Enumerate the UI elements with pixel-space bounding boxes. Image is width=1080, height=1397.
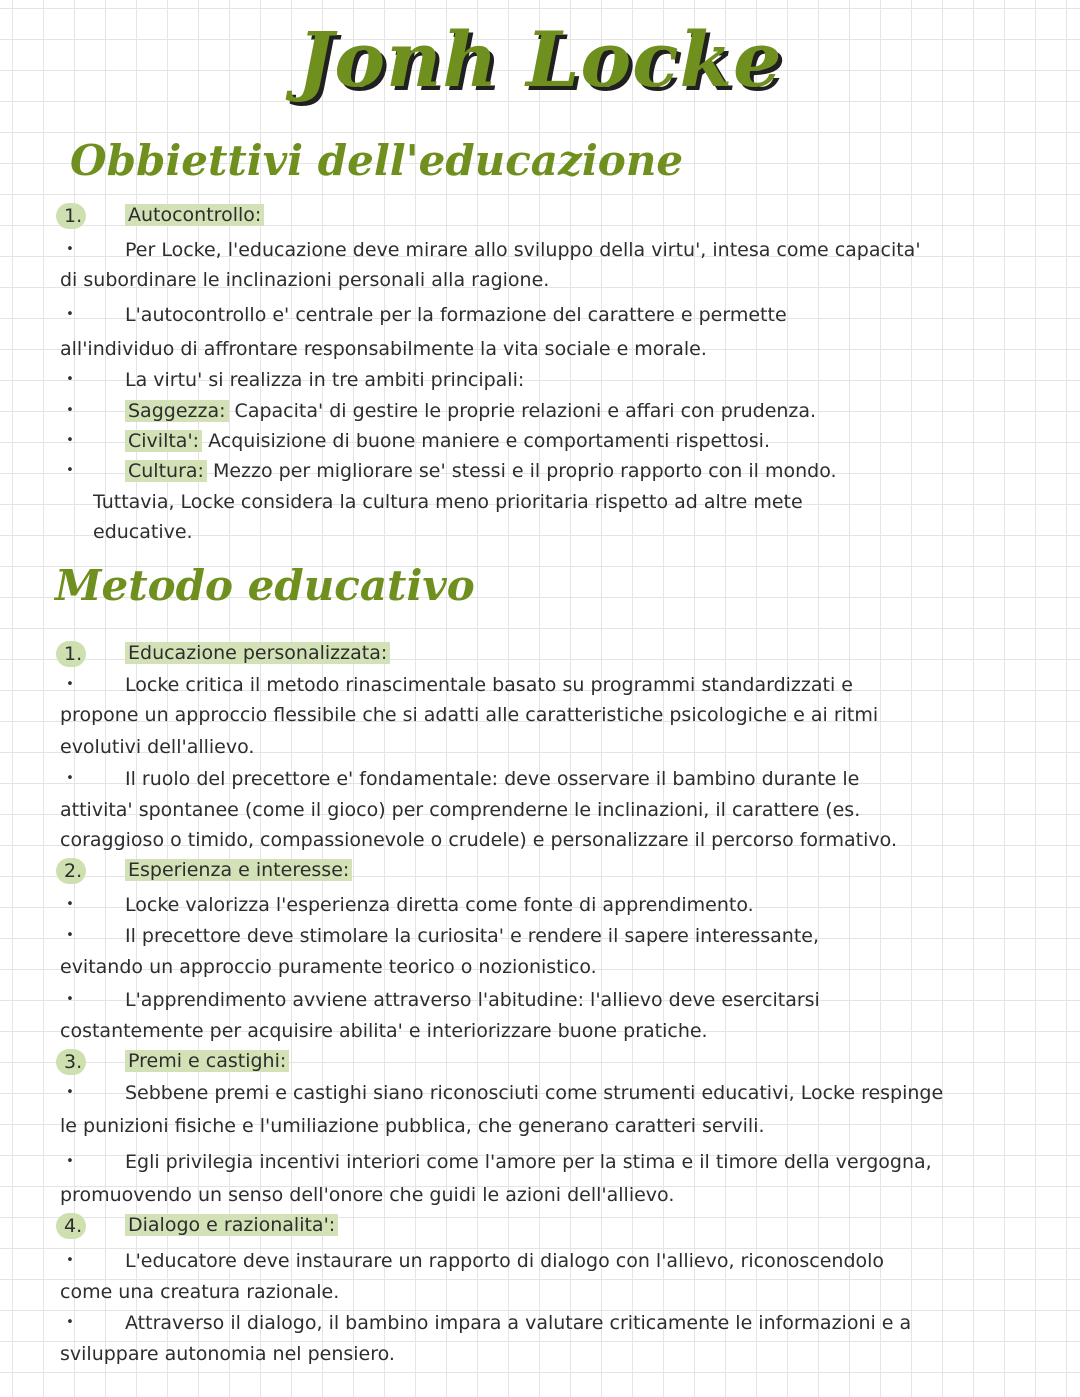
bullet-text: evolutivi dell'allievo.	[60, 736, 255, 758]
bullet-text: Per Locke, l'educazione deve mirare allo sviluppo della virtu', intesa come capacita'	[125, 239, 921, 261]
page-title: Jonh Locke	[297, 15, 783, 104]
bullet-text: Sebbene premi e castighi siano riconosciuti come strumenti educativi, Locke respinge	[125, 1082, 944, 1104]
bullet-icon: •	[66, 992, 74, 1007]
point-number: 1.	[56, 641, 86, 667]
point-number: 3.	[56, 1049, 86, 1075]
bullet-text: Locke critica il metodo rinascimentale basato su programmi standardizzati e	[125, 674, 853, 696]
bullet-text: educative.	[93, 521, 193, 543]
term-cultura: Cultura:	[125, 460, 207, 482]
bullet-icon: •	[66, 897, 74, 912]
bullet-text: Cultura: Mezzo per migliorare se' stessi e il proprio rapporto con il mondo.	[125, 456, 1020, 486]
bullet-icon: •	[66, 433, 74, 448]
bullet-text: L'educatore deve instaurare un rapporto di dialogo con l'allievo, riconoscendolo	[125, 1250, 885, 1272]
bullet-text: L'autocontrollo e' centrale per la formazione del carattere e permette	[125, 304, 787, 326]
bullet-text: Locke valorizza l'esperienza diretta come fonte di apprendimento.	[125, 894, 754, 916]
term-saggezza: Saggezza:	[125, 400, 229, 422]
bullet-text: di subordinare le inclinazioni personali alla ragione.	[60, 269, 550, 291]
point-label: Dialogo e razionalita':	[125, 1210, 1020, 1240]
bullet-text: sviluppare autonomia nel pensiero.	[60, 1343, 395, 1365]
bullet-text: coraggioso o timido, compassionevole o crudele) e personalizzare il percorso formativo.	[60, 829, 897, 851]
point-label: Educazione personalizzata:	[125, 638, 1020, 668]
bullet-text: La virtu' si realizza in tre ambiti principali:	[125, 369, 525, 391]
point-label: Esperienza e interesse:	[125, 855, 1020, 885]
bullet-icon: •	[66, 1253, 74, 1268]
bullet-icon: •	[66, 928, 74, 943]
term-civilta: Civilta':	[125, 430, 202, 452]
bullet-text: Il ruolo del precettore e' fondamentale: deve osservare il bambino durante le	[125, 768, 860, 790]
bullet-text: propone un approccio flessibile che si adatti alle caratteristiche psicologiche e ai ritmi	[60, 704, 879, 726]
bullet-text: Saggezza: Capacita' di gestire le proprie relazioni e affari con prudenza.	[125, 396, 1020, 426]
bullet-text: Attraverso il dialogo, il bambino impara a valutare criticamente le informazioni e a	[125, 1312, 912, 1334]
section-heading-obiettivi: Obbiettivi dell'educazione	[70, 136, 684, 185]
bullet-text: come una creatura razionale.	[60, 1281, 340, 1303]
bullet-icon: •	[66, 403, 74, 418]
bullet-text: L'apprendimento avviene attraverso l'abitudine: l'allievo deve esercitarsi	[125, 989, 820, 1011]
section-heading-metodo: Metodo educativo	[55, 561, 475, 610]
point-label: Premi e castighi:	[125, 1046, 1020, 1076]
bullet-icon: •	[66, 1085, 74, 1100]
bullet-text: Il precettore deve stimolare la curiosita' e rendere il sapere interessante,	[125, 925, 820, 947]
bullet-text: Civilta': Acquisizione di buone maniere e comportamenti rispettosi.	[125, 426, 1020, 456]
bullet-text: le punizioni fisiche e l'umiliazione pubblica, che generano caratteri servili.	[60, 1115, 765, 1137]
bullet-icon: •	[66, 463, 74, 478]
bullet-icon: •	[66, 1154, 74, 1169]
bullet-text: costantemente per acquisire abilita' e interiorizzare buone pratiche.	[60, 1020, 708, 1042]
bullet-icon: •	[66, 372, 74, 387]
point-number: 4.	[56, 1213, 86, 1239]
bullet-icon: •	[66, 1315, 74, 1330]
bullet-icon: •	[66, 771, 74, 786]
bullet-icon: •	[66, 242, 74, 257]
bullet-text: Egli privilegia incentivi interiori come l'amore per la stima e il timore della vergogna,	[125, 1151, 932, 1173]
bullet-icon: •	[66, 307, 74, 322]
point-number: 1.	[56, 203, 86, 229]
bullet-text: promuovendo un senso dell'onore che guidi le azioni dell'allievo.	[60, 1184, 675, 1206]
point-label: Autocontrollo:	[125, 200, 1020, 230]
bullet-text: evitando un approccio puramente teorico o nozionistico.	[60, 956, 597, 978]
bullet-text: attivita' spontanee (come il gioco) per comprenderne le inclinazioni, il carattere (es.	[60, 799, 861, 821]
point-number: 2.	[56, 858, 86, 884]
bullet-text: Tuttavia, Locke considera la cultura meno prioritaria rispetto ad altre mete	[93, 491, 803, 513]
bullet-text: all'individuo di affrontare responsabilmente la vita sociale e morale.	[60, 338, 707, 360]
bullet-icon: •	[66, 677, 74, 692]
